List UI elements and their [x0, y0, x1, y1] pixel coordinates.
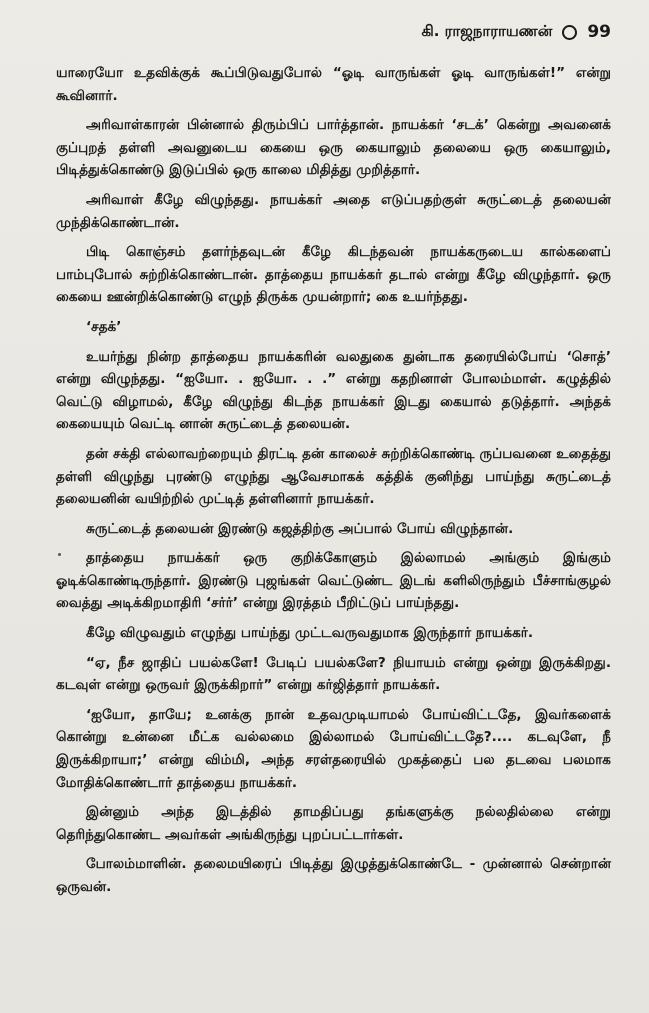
paragraph-5: ‘சதக்’ — [86, 318, 122, 335]
page-number: 99 — [587, 22, 611, 42]
paragraph-8: சுருட்டைத் தலையன் இரண்டு கஜத்திற்கு அப்பால் போய் விழுந்தான். — [86, 520, 514, 537]
paragraph-4: பிடி கொஞ்சம் தளர்ந்தவுடன் கீழே கிடந்தவன் நாயக்கருடைய கால்களைப் பாம்புபோல் சுற்றிக்கொண்டான். தாத்தைய நாயக்கர் தடால் என்று கீழே விழுந்தார். ஒரு கையை ஊன்றிக்கொண்டு எழுந் திருக்க முயன்றார்; கை உயர்ந்தது. — [56, 244, 611, 306]
paragraph-7: தன் சக்தி எல்லாவற்றையும் திரட்டி தன் காலைச் சுற்றிக்கொண்டி ருப்பவனை உதைத்து தள்ளி விழுந்து புரண்டு எழுந்து ஆவேசமாகக் கத்திக் குனிந்து பாய்ந்து சுருட்டைத் தலையனின் வயிற்றில் முட்டித் தள்ளினார் நாயக்கர். — [56, 445, 611, 508]
paragraph-6: உயர்ந்து நின்ற தாத்தைய நாயக்கரின் வலதுகை துன்டாக தரையில்போய் ‘சொத்’ என்று விழுந்தது. “ஐயோ. . ஐயோ. . .” என்று கதறினாள் போலம்மாள். கழுத்தில் வெட்டு விழாமல், கீழே விழுந்து கிடந்த நாயக்கர் இடது கையால் தடுத்தார். அந்தக் கையையும் வெட்டி னான் சுருட்டைத் தலையன். — [56, 348, 611, 433]
circle-ornament-icon — [562, 25, 577, 40]
author-name: கி. ராஜநாராயணன் — [421, 22, 553, 40]
paragraph-10: கீழே விழுவதும் எழுந்து பாய்ந்து முட்டவருவதுமாக இருந்தார் நாயக்கர். — [86, 625, 534, 642]
paragraph-1: யாரையோ உதவிக்குக் கூப்பிடுவதுபோல் “ஓடி வாருங்கள் ஓடி வாருங்கள்!” என்று கூவினார். — [56, 65, 611, 104]
paragraph-2: அரிவாள்காரன் பின்னால் திரும்பிப் பார்த்தான். நாயக்கர் ‘சடக்’ கென்று அவனைக் குப்புறத் தள்ளி அவனுடைய கையை ஒரு கையாலும் தலையை ஒரு கையாலும், பிடித்துக்கொண்டு இடுப்பில் ஒரு காலை மிதித்து முறித்தார். — [56, 117, 611, 179]
paragraph-13: இன்னும் அந்த இடத்தில் தாமதிப்பது தங்களுக்கு நல்லதில்லை என்று தெரிந்துகொண்ட அவர்கள் அங்கிருந்து புறப்பட்டார்கள். — [56, 804, 611, 843]
paragraph-12: ‘ஐயோ, தாயே; உனக்கு நான் உதவமுடியாமல் போய்விட்டதே, இவர்களைக் கொன்று உன்னை மீட்க வல்லமை இல்லாமல் போய்விட்டதே?.... கடவுளே, நீ இருக்கிறாயா;’ என்று விம்மி, அந்த சரள்தரையில் முகத்தைப் பல தடவை பலமாக மோதிக்கொண்டார் தாத்தைய நாயக்கர். — [56, 706, 611, 791]
paragraph-3: அரிவாள் கீழே விழுந்தது. நாயக்கர் அதை எடுப்பதற்குள் சுருட்டைத் தலையன் முந்திக்கொண்டான். — [56, 191, 611, 231]
page-body — [56, 62, 611, 906]
running-header — [421, 22, 611, 42]
paragraph-11: “ஏ, நீச ஜாதிப் பயல்களே! பேடிப் பயல்களே? நியாயம் என்று ஒன்று இருக்கிறது. கடவுள் என்று ஒருவர் இருக்கிறார்” என்று கர்ஜித்தார் நாயக்கர். — [56, 654, 611, 694]
paragraph-9: தாத்தைய நாயக்கர் ஒரு குறிக்கோளும் இல்லாமல் அங்கும் இங்கும் ஓடிக்கொண்டிருந்தார். இரண்டு புஜங்கள் வெட்டுண்ட இடங் களிலிருந்தும் பீச்சாங்குழல் வைத்து அடிக்கிறமாதிரி ‘சர்ர்’ என்று இரத்தம் பீறிட்டுப் பாய்ந்தது. — [56, 550, 611, 612]
paragraph-14: போலம்மாளின். தலைமயிரைப் பிடித்து இழுத்துக்கொண்டே - முன்னால் சென்றான் ஒருவன். — [56, 856, 611, 895]
speck-mark — [58, 553, 61, 556]
